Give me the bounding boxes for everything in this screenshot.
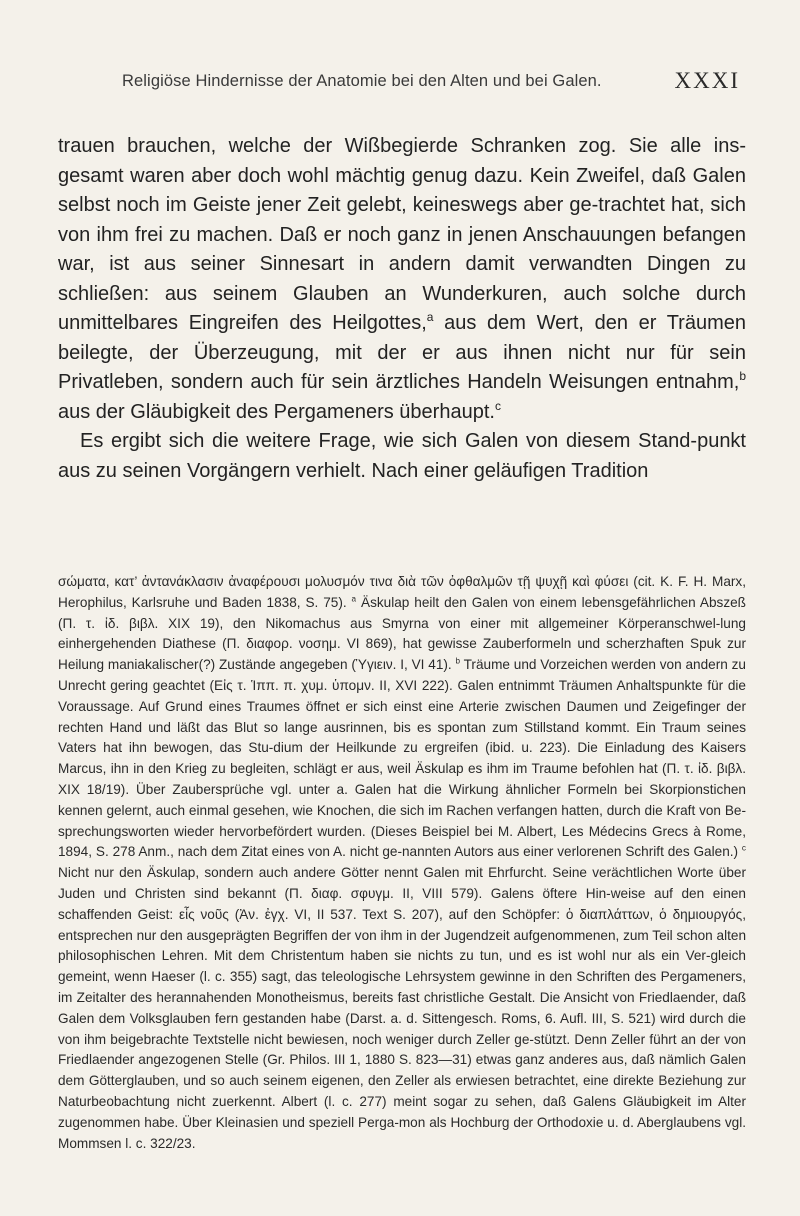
footnote-mark-b: b xyxy=(455,656,461,666)
footnotes xyxy=(58,572,746,1154)
footnote-continuation xyxy=(58,572,746,1154)
footnote-b: Träume und Vorzeichen werden von andern zu Unrecht gering geachtet (Εἰς τ. Ἱππ. π. χυμ. ὑπομν. II, XVI 222). Galen entnimmt Träumen Anhaltspunkte für die Voraussage. Auf Grund eines Traumes öffnet er sich einst eine Arterie zwischen Daumen und Zeigefinger der rechten Hand und läßt das Blut so lange ausrinnen, bis es spontan zum Stillstand kommt. Ein Traum seines Vaters hat ihn bewogen, das Stu-dium der Heilkunde zu ergreifen (ibid. u. 223). Die Einladung des Kaisers Marcus, ihn in den Krieg zu begleiten, schlägt er aus, weil Äskulap es ihm im Traume befohlen hat (Π. τ. ἰδ. βιβλ. XIX 18/19). Über Zaubersprüche vgl. unter a. Galen hat die Wirkung ähnlicher Formeln bei Skorpionstichen kennen gelernt, auch einmal gesehen, wie Knochen, die sich im Rachen verfangen hatten, durch die Kraft von Be-sprechungsworten wieder hervorbefördert wurden. (Dieses Beispiel bei M. Albert, Les Médecins Grecs à Rome, 1894, S. 278 Anm., nach dem Zitat eines von A. nicht ge-nannten Autors aus einer verlorenen Schrift des Galen.) xyxy=(58,657,746,860)
footnote-ref-c: c xyxy=(494,398,501,413)
paragraph-1-part-1: trauen brauchen, welche der Wißbegierde Schranken zog. Sie alle ins-gesamt waren aber doch wohl mächtig genug dazu. Kein Zweifel, daß Galen selbst noch im Geiste jener Zeit gelebt, keineswegs aber ge-trachtet hat, sich von ihm frei zu machen. Daß er noch ganz in jenen Anschauungen befangen war, ist aus seiner Sinnesart in andern damit verwandten Dingen zu schließen: aus seinem Glauben an Wunderkuren, auch solche durch unmittelbares Eingreifen des Heilgottes, xyxy=(58,135,746,334)
footnote-continuation-text: σώματα, κατ’ ἀντανάκλασιν ἀναφέρουσι μολυσμόν τινα διὰ τῶν ὀφθαλμῶν τῇ ψυχῇ καὶ φύσει (cit. K. F. H. Marx, Herophilus, Karlsruhe und Baden 1838, S. 75). xyxy=(58,574,746,610)
running-header xyxy=(122,68,740,102)
page-number: XXXI xyxy=(674,68,740,93)
footnote-a: Äskulap heilt den Galen von einem lebensgefährlichen Abszeß (Π. τ. ἰδ. βιβλ. XIX 19), den Nikomachus aus Smyrna von einer mit allgemeiner Körperanschwel-lung einhergehenden Diathese (Π. διαφορ. νοσημ. VI 869), hat gewisse Zauberformeln und scherzhaften Spuk zur Heilung maniakalischer(?) Zustände angegeben (Ὑγιειν. I, VI 41). xyxy=(58,594,746,673)
footnote-c: Nicht nur den Äskulap, sondern auch andere Götter nennt Galen mit Ehrfurcht. Seine verächtlichen Worte über Juden und Christen sind bekannt (Π. διαφ. σφυγμ. II, VIII 579). Galens öftere Hin-weise auf den einen schaffenden Geist: εἷς νοῦς (Ἀν. ἐγχ. VI, II 537. Text S. 207), auf den Schöpfer: ὁ διαπλάττων, ὁ δημιουργός, entsprechen nur den ausgeprägten Begriffen der von ihm in der Jugendzeit aufgenommenen, zum Teil schon alten philosophischen Lehren. Mit dem Christentum haben sie nichts zu tun, und es ist wohl nur als ein Ver-gleich gemeint, wenn Haeser (l. c. 355) sagt, das teleologische Lehrsystem gewinne in den Schriften des Pergameners, im Zeitalter des herannahenden Monotheismus, bereits fast christliche Gestalt. Die Ansicht von Friedlaender, daß Galen dem Volksglauben fern gestanden habe (Darst. a. d. Sittengesch. Roms, 6. Aufl. III, S. 521) wird durch die von ihm beigebrachte Textstelle nicht bewiesen, noch weniger durch Zeller ge-stützt. Denn Zeller führt an der von Friedlaender angezogenen Stelle (Gr. Philos. III 1, 1880 S. 823—31) etwas ganz anderes aus, daß nämlich Galen dem Götterglauben, und so auch seinem eigenen, den Zeller als erwiesen betrachtet, eine direkte Beziehung zur Naturbeobachtung nicht zuerkennt. Albert (l. c. 277) meint sogar zu sehen, daß Galens Gläubigkeit im Alter zugenommen habe. Über Kleinasien und speziell Perga-mon als Hochburg der Orthodoxie u. d. Aberglaubens vgl. Mommsen l. c. 322/23. xyxy=(58,865,746,1151)
footnote-mark-c: c xyxy=(741,844,746,854)
paragraph-2: Es ergibt sich die weitere Frage, wie sich Galen von diesem Stand-punkt aus zu seinen Vorgängern verhielt. Nach einer geläufigen Tradition xyxy=(58,430,746,482)
paragraph-1 xyxy=(58,132,746,427)
paragraph-1-part-3: aus der Gläubigkeit des Pergameners überhaupt. xyxy=(58,400,495,423)
running-title: Religiöse Hindernisse der Anatomie bei den Alten und bei Galen. xyxy=(122,72,602,90)
footnote-ref-b: b xyxy=(739,369,746,384)
paragraph-1-part-2: aus dem Wert, den er Träumen beilegte, der Überzeugung, mit der er aus ihnen nicht nur für sein Privatleben, sondern auch für sein ärztliches Handeln Weisungen entnahm, xyxy=(58,312,746,393)
main-text xyxy=(58,132,746,486)
footnote-mark-a: a xyxy=(351,594,357,604)
footnote-ref-a: a xyxy=(426,310,434,325)
